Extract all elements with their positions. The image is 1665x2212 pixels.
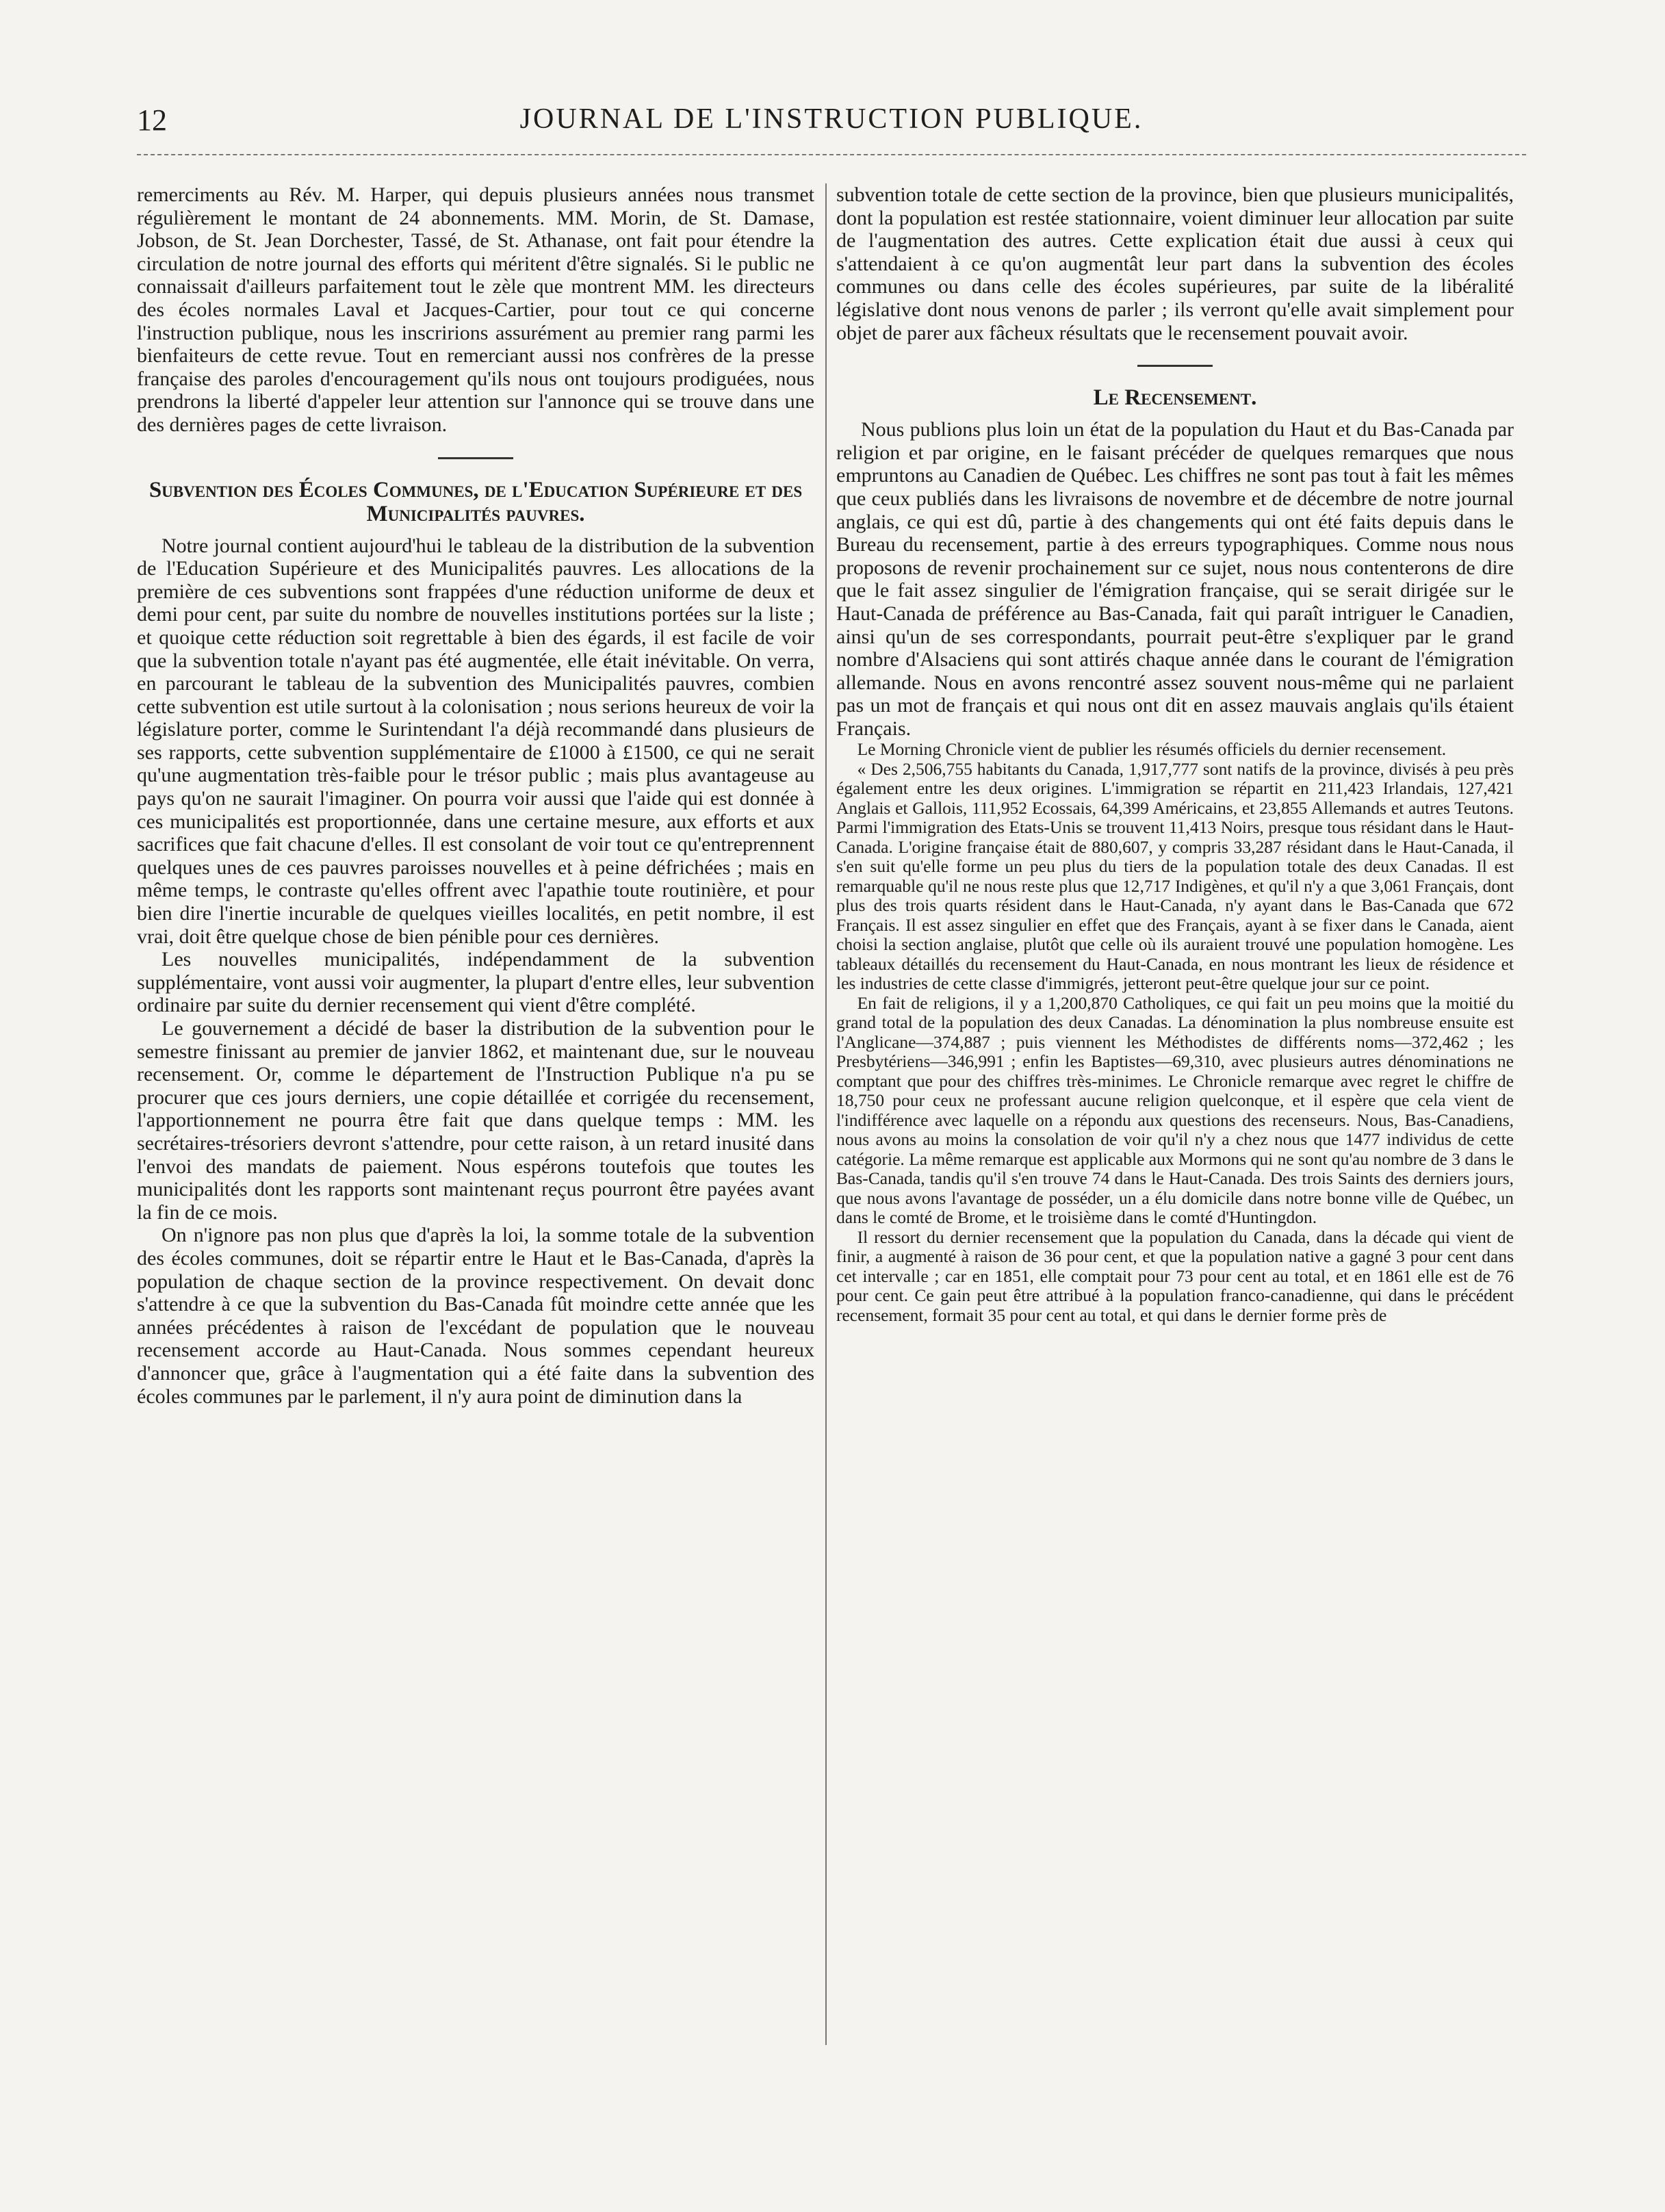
subvention-paragraph-1: Notre journal contient aujourd'hui le tableau de la distribution de la subvention de l'Education Supérieure et des Municipalités pauvres. Les allocations de la première de ces subventions sont frappées d'une réduction uniforme de deux et demi pour cent, par suite du nombre de nouvelles institutions portées sur la liste ; et quoique cette réduction soit regrettable à bien des égards, il est facile de voir que la subvention totale n'ayant pas été augmentée, elle était inévitable. On verra, en parcourant le tableau de la subvention des Municipalités pauvres, combien cette subvention est utile surtout à la colonisation ; nous serions heureux de voir la législature porter, comme le Surintendant l'a déjà recommandé dans plusieurs de ses rapports, cette subvention supplémentaire de £1000 à £1500, ce qui ne serait qu'une augmentation très-faible pour le trésor public ; mais plus avantageuse au pays qu'on ne saurait l'imaginer. On pourra voir aussi que l'aide qui est donnée à ces municipalités est proportionnée, dans une certaine mesure, aux efforts et aux sacrifices que fait chacune d'elles. Il est consolant de voir tout ce qu'entreprennent quelques unes de ces pauvres paroisses nouvelles et à peine défrichées ; mais en même temps, le contraste qu'elles offrent avec l'apathie toute routinière, et pour bien dire l'inertie incurable de quelques vieilles localités, en petit nombre, il est vrai, doit être quelque chose de bien pénible pour ces dernières.	[137, 534, 814, 948]
subvention-paragraph-3: Le gouvernement a décidé de baser la distribution de la subvention pour le semestre finissant au premier de janvier 1862, et maintenant due, sur le nouveau recensement. Or, comme le département de l'Instruction Publique n'a pu se procurer que ces jours derniers, une copie détaillée et corrigée du recensement, l'apportionnement ne pourra être fait que dans quelque temps : MM. les secrétaires-trésoriers devront s'attendre, pour cette raison, à un retard inusité dans l'envoi des mandats de paiement. Nous espérons toutefois que toutes les municipalités dont les rapports sont maintenant reçus pourront être payées avant la fin de ce mois.	[137, 1017, 814, 1224]
header-rule	[137, 154, 1526, 155]
running-title: JOURNAL DE L'INSTRUCTION PUBLIQUE.	[519, 103, 1144, 135]
right-continuation-paragraph: subvention totale de cette section de la province, bien que plusieurs municipalités, dont la population est restée stationnaire, voient diminuer leur allocation par suite de l'augmentation des autres. Cette explication était due aussi à ceux qui s'attendaient à ce qu'on augmentât leur part dans la subvention des écoles communes ou dans celle des écoles supérieures, par suite de la libéralité législative dont nous venons de parler ; ils verront qu'elle avait simplement pour objet de parer aux fâcheux résultats que le recensement pouvait avoir.	[836, 183, 1514, 344]
left-column	[137, 183, 814, 1408]
subvention-paragraph-2: Les nouvelles municipalités, indépendamment de la subvention supplémentaire, vont aussi voir augmenter, la plupart d'entre elles, leur subvention ordinaire par suite du dernier recensement qui vient d'être complété.	[137, 948, 814, 1017]
page-header	[137, 103, 1526, 144]
census-paragraph-3: En fait de religions, il y a 1,200,870 Catholiques, ce qui fait un peu moins que la moitié du grand total de la population des deux Canadas. La dénomination la plus nombreuse ensuite est l'Anglicane—374,887 ; puis viennent les Méthodistes de différents noms—372,462 ; les Presbytériens—346,991 ; enfin les Baptistes—69,310, avec plusieurs autres dénominations ne comptant que pour des chiffres très-minimes. Le Chronicle remarque avec regret le chiffre de 18,750 pour ceux ne professant aucune religion quelconque, et il espère que cela vient de l'indifférence avec laquelle on a répondu aux questions des recenseurs. Nous, Bas-Canadiens, nous avons au moins la consolation de voir qu'il n'y a chez nous que 1477 individus de cette catégorie. La même remarque est applicable aux Mormons qui ne sont qu'au nombre de 3 dans le Bas-Canada, tandis qu'il s'en trouve 74 dans le Haut-Canada. Des trois Saints des derniers jours, que nous avons l'avantage de posséder, un a élu domicile dans notre bonne ville de Québec, un dans le comté de Brome, et le troisième dans le comté d'Huntingdon.	[836, 992, 1514, 1228]
census-paragraph-2: « Des 2,506,755 habitants du Canada, 1,917,777 sont natifs de la province, divisés à peu près également entre les deux origines. L'immigration se répartit en 211,423 Irlandais, 127,421 Anglais et Gallois, 111,952 Ecossais, 64,399 Américains, et 23,855 Allemands et autres Teutons. Parmi l'immigration des Etats-Unis se trouvent 11,413 Noirs, presque tous résidant dans le Haut-Canada. L'origine française était de 880,607, y compris 33,287 résidant dans le Haut-Canada, il s'en suit qu'elle forme un peu plus du tiers de la population totale des deux Canadas. Il est remarquable qu'il ne nous reste plus que 12,717 Indigènes, et qu'il n'y a que 3,061 Français, dont plus des trois quarts résident dans le Haut-Canada, n'y ayant dans le Bas-Canada que 672 Français. Il est assez singulier en effet que des Français, ayant à se fixer dans le Canada, aient choisi la section anglaise, plutôt que celle où ils auraient trouvé une population homogène. Les tableaux détaillés du recensement du Haut-Canada, en nous montrant les lieux de résidence et les industries de cette classe d'immigrés, jetteront peut-être quelque jour sur ce point.	[836, 758, 1514, 994]
recensement-paragraph-1: Nous publions plus loin un état de la population du Haut et du Bas-Canada par religion et par origine, en le faisant précéder de quelques remarques que nous empruntons au Canadien de Québec. Les chiffres ne sont pas tout à fait les mêmes que ceux publiés dans les livraisons de novembre et de décembre de notre journal anglais, ce qui est dû, partie à des changements qui ont été faits depuis dans le Bureau du recensement, partie à des erreurs typographiques. Comme nous nous proposons de revenir prochainement sur ce sujet, nous nous contenterons de dire que le fait assez singulier de l'émigration française, qui se serait dirigée sur le Haut-Canada de préférence au Bas-Canada, fait qui paraît intriguer le Canadien, ainsi qu'un de ses correspondants, pourrait peut-être s'expliquer par le grand nombre d'Alsaciens qui sont attirés chaque année dans le courant de l'émigration allemande. Nous en avons rencontré assez souvent nous-même qui ne parlaient pas un mot de français et qui nous ont dit en assez mauvais anglais qu'ils étaient Français.	[836, 418, 1514, 740]
quoted-census-summary	[836, 740, 1514, 1325]
column-divider	[825, 183, 827, 2045]
census-paragraph-1: Le Morning Chronicle vient de publier les résumés officiels du dernier recensement.	[857, 739, 1447, 760]
section-divider	[438, 457, 513, 459]
section-divider	[1137, 365, 1213, 367]
subvention-paragraph-4: On n'ignore pas non plus que d'après la loi, la somme totale de la subvention des écoles communes, doit se répartir entre le Haut et le Bas-Canada, d'après la population de chaque section de la province respectivement. On devait donc s'attendre à ce que la subvention du Bas-Canada fût moindre cette année que les années précédentes à raison de l'excédant de population que le nouveau recensement accorde au Haut-Canada. Nous sommes cependant heureux d'annoncer que, grâce à l'augmentation qui a été faite dans la subvention des écoles communes par le parlement, il n'y aura point de diminution dans la	[137, 1224, 814, 1408]
right-column	[836, 183, 1514, 1325]
subvention-heading: Subvention des Écoles Communes, de l'Education Supérieure et des Municipalités pauvres.	[149, 477, 803, 526]
recensement-heading: Le Recensement.	[1093, 385, 1257, 411]
page-number: 12	[137, 103, 167, 137]
census-paragraph-4: Il ressort du dernier recensement que la population du Canada, dans la décade qui vient de finir, a augmenté à raison de 36 pour cent, et que la population native a gagné 3 pour cent dans cet intervalle ; car en 1851, elle comptait pour 73 pour cent au total, et en 1861 elle est de 76 pour cent. Ce gain peut être attribué à la population franco-canadienne, qui dans le précédent recensement, formait 35 pour cent au total, et qui dans le dernier forme près de	[836, 1226, 1514, 1325]
left-intro-paragraph: remerciments au Rév. M. Harper, qui depuis plusieurs années nous transmet régulièrement le montant de 24 abonnements. MM. Morin, de St. Damase, Jobson, de St. Jean Dorchester, Tassé, de St. Athanase, ont fait pour étendre la circulation de notre journal des efforts qui méritent d'être signalés. Si le public ne connaissait d'ailleurs parfaitement tout le zèle que montrent MM. les directeurs des écoles normales Laval et Jacques-Cartier, pour tout ce qui concerne l'instruction publique, nous les inscririons assurément au premier rang parmi les bienfaiteurs de cette revue. Tout en remerciant aussi nos confrères de la presse française des paroles d'encouragement qu'ils nous ont toujours prodiguées, nous prendrons la liberté d'appeler leur attention sur l'annonce qui se trouve dans une des dernières pages de cette livraison.	[137, 183, 814, 436]
